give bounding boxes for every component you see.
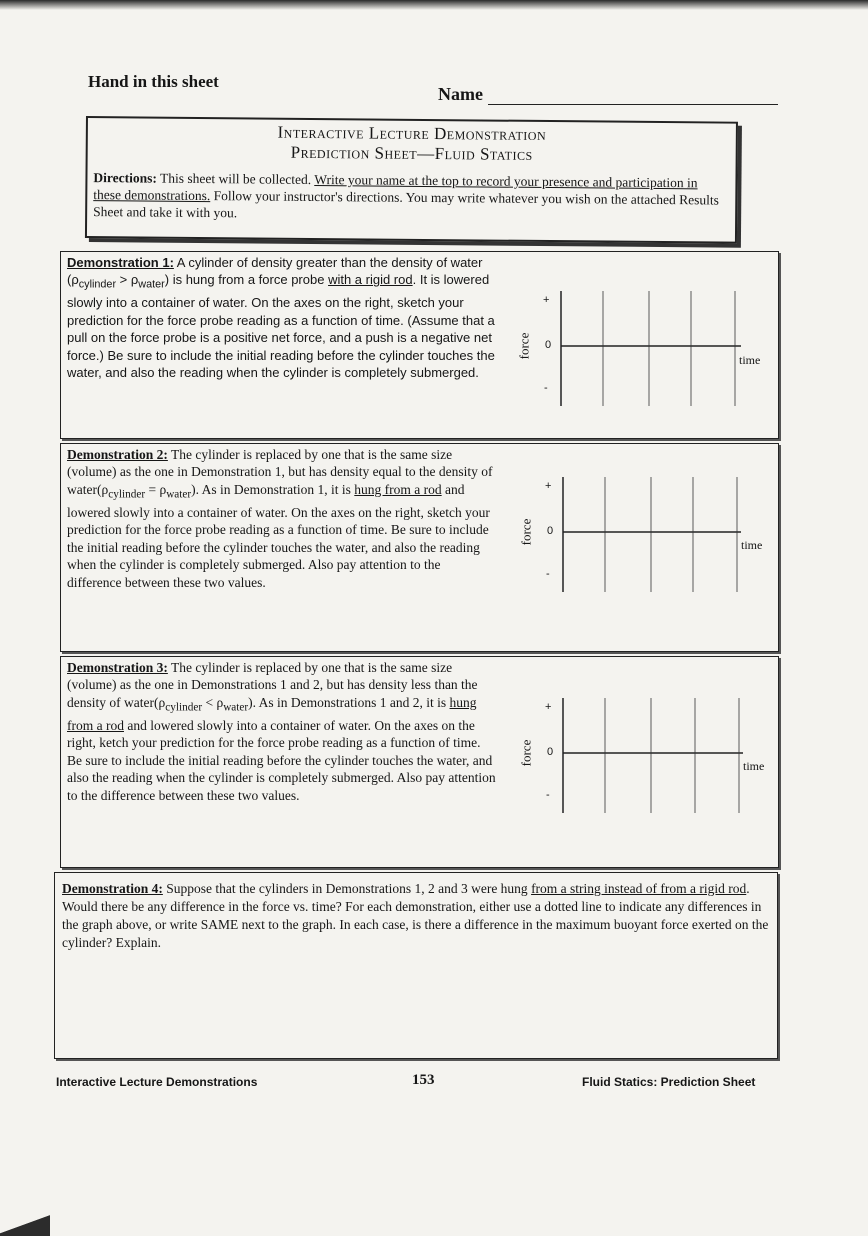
minus-label: - <box>546 789 550 801</box>
plus-label: + <box>545 480 552 492</box>
demo-4-underlined: from a string instead of from a rigid rod <box>531 881 747 896</box>
demo-3-graph[interactable] <box>518 693 771 833</box>
title-line-1: Interactive Lecture Demonstration <box>277 122 547 145</box>
page-number: 153 <box>412 1072 435 1088</box>
demo-3-sub: cylinder <box>165 701 203 714</box>
hand-in-label: Hand in this sheet <box>88 72 219 91</box>
demo-3-underline: hung from a rod <box>67 694 477 733</box>
footer-right: Fluid Statics: Prediction Sheet <box>582 1075 756 1089</box>
demo-3-text <box>67 659 497 804</box>
demo-2-underline: hung from a rod <box>354 481 442 497</box>
demo-2-seg: The cylinder is replaced by one that is the same size (volume) as the one in Demonstration 1, but has density equal to the density of water(ρ <box>67 447 493 497</box>
graph-axes <box>521 693 771 833</box>
demo-4-text2: . Would there be any difference in the force vs. time? For each demonstration, either use a dotted line to indicate any differences in the graph above, or write SAME next to the graph. In each case, is there a difference in the maximum buoyant force exerted on the cylinder? Explain. <box>62 881 769 950</box>
demo-3-seg: The cylinder is replaced by one that is the same size (volume) as the one in Demonstrations 1 and 2, but has density less than the density of water(ρ <box>67 660 478 710</box>
demo-2-box <box>60 443 779 652</box>
force-label: force <box>518 739 534 767</box>
name-label: Name <box>438 84 483 104</box>
demo-2-sub: cylinder <box>108 488 146 501</box>
name-line <box>488 104 778 105</box>
demo-1-seg: A cylinder of density greater than the density of water (ρ <box>67 255 483 288</box>
demo-1-underline: with a rigid rod <box>328 272 413 288</box>
zero-label: 0 <box>547 746 554 758</box>
demo-3-seg: < ρ <box>202 694 224 710</box>
zero-label: 0 <box>545 339 552 351</box>
demo-1-text <box>67 254 497 381</box>
demo-3-seg: and lowered slowly into a container of water. On the axes on the right, ketch your prediction for the force probe reading as a function of time. Be sure to include the initial reading before the cylinder touches the water, and also the reading when the cylinder is completely submerged. Also pay attention to the difference between these two values. <box>67 717 496 803</box>
graph-axes <box>521 286 771 426</box>
time-label: time <box>739 353 761 367</box>
demo-3-sub: water <box>223 701 249 714</box>
demo-3-title: Demonstration 3: <box>67 660 168 675</box>
time-label: time <box>743 759 765 773</box>
scan-edge <box>0 0 868 10</box>
demo-2-seg: = ρ <box>145 481 167 497</box>
directions-part1: This sheet will be collected. <box>156 170 315 187</box>
force-label: force <box>516 332 532 360</box>
demo-2-seg: ). As in Demonstration 1, it is <box>191 481 355 497</box>
directions-label: Directions: <box>93 170 158 186</box>
demo-2-graph[interactable] <box>518 472 771 612</box>
demo-1-seg: ) is hung from a force probe <box>164 272 329 288</box>
plus-label: + <box>545 701 552 713</box>
minus-label: - <box>544 382 548 394</box>
demo-1-seg: > ρ <box>116 272 139 288</box>
demo-4-box[interactable] <box>54 872 778 1059</box>
zero-label: 0 <box>547 525 554 537</box>
scan-corner <box>0 1212 50 1236</box>
demo-4-text <box>62 880 769 952</box>
plus-label: + <box>543 294 550 306</box>
demo-1-seg: . It is lowered slowly into a container of water. On the axes on the right, sketch your prediction for the force probe reading as a function of time. (Assume that a pull on the force probe is a positive net force, and a push is a negative net force.) Be sure to include the initial reading before the cylinder touches the water, and also the reading when the cylinder is completely submerged. <box>67 272 495 381</box>
title-box <box>85 116 738 244</box>
title-line-2: Prediction Sheet—Fluid Statics <box>290 142 533 164</box>
demo-1-sub: water <box>138 279 165 291</box>
minus-label: - <box>546 568 550 580</box>
demo-3-seg: ). As in Demonstrations 1 and 2, it is <box>248 694 450 710</box>
directions-part2: Follow your instructor's directions. You may write whatever you wish on the attached Results Sheet and take it with you. <box>93 188 719 221</box>
demo-2-text <box>67 446 497 591</box>
demo-1-box <box>60 251 779 439</box>
time-label: time <box>741 538 763 552</box>
demo-1-sub: cylinder <box>78 279 117 291</box>
demo-4-title: Demonstration 4: <box>62 881 163 896</box>
graph-axes <box>521 472 771 612</box>
demo-2-title: Demonstration 2: <box>67 447 168 462</box>
force-label: force <box>518 518 534 546</box>
demo-2-seg: and lowered slowly into a container of water. On the axes on the right, sketch your prediction for the force probe reading as a function of time. Be sure to include the initial reading before the cylinder touches the water, and also the reading when the cylinder is completely submerged. Also pay attention to the difference between these two values. <box>67 481 490 590</box>
demo-4-text1: Suppose that the cylinders in Demonstrations 1, 2 and 3 were hung <box>162 881 532 896</box>
demo-2-sub: water <box>166 488 192 501</box>
directions <box>93 169 727 226</box>
demo-1-graph[interactable] <box>516 286 771 426</box>
footer-left: Interactive Lecture Demonstrations <box>56 1075 258 1089</box>
demo-3-box <box>60 656 779 868</box>
directions-underlined: Write your name at the top to record your presence and participation in these demonstrations. <box>93 171 698 204</box>
demo-1-title: Demonstration 1: <box>67 255 174 270</box>
